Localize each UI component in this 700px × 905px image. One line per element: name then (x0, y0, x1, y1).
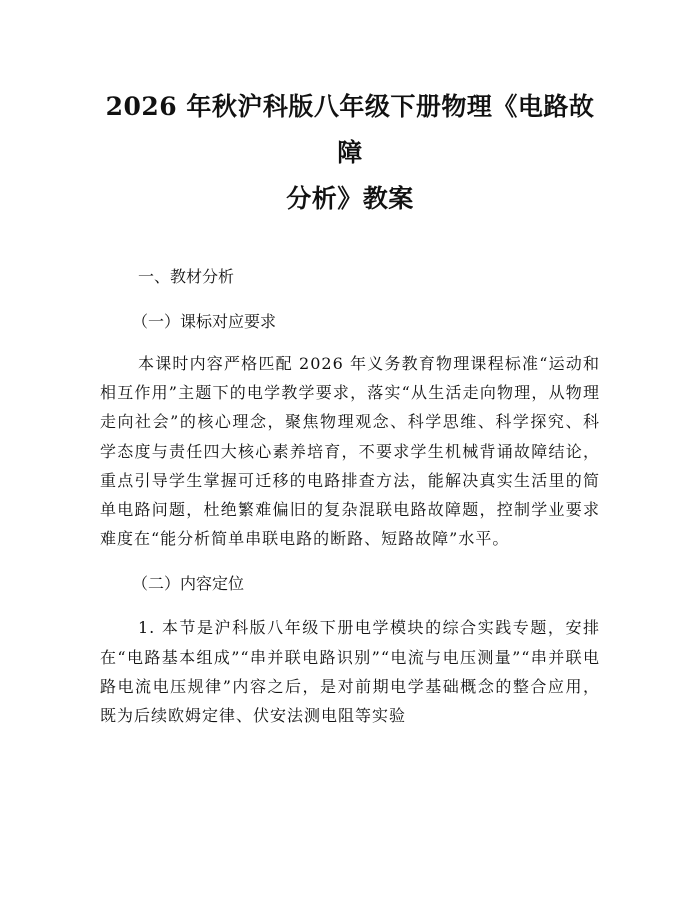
document-title-line-2: 分析》教案 (286, 184, 414, 213)
paragraph-curriculum-requirements: 本课时内容严格匹配 2026 年义务教育物理课程标准“运动和相互作用”主题下的电学教学要求，落实“从生活走向物理，从物理走向社会”的核心理念，聚焦物理观念、科学思维、科学探究、科学态度与责任四大核心素养培育，不要求学生机械背诵故障结论，重点引导学生掌握可迁移的电路排查方法，能解决真实生活里的简单电路问题，杜绝繁难偏旧的复杂混联电路故障题，控制学业要求难度在“能分析简单串联电路的断路、短路故障”水平。 (100, 354, 600, 549)
subsection-heading-content-positioning: （二）内容定位 (132, 574, 245, 594)
section-heading-textbook-analysis: 一、教材分析 (138, 267, 235, 286)
document-title (100, 0, 600, 222)
paragraph-content-positioning: 1. 本节是沪科版八年级下册电学模块的综合实践专题，安排在“电路基本组成”“串并联电路识别”“电流与电压测量”“串并联电路电流电压规律”内容之后，是对前期电学基础概念的整合应用，既为后续欧姆定律、伏安法测电阻等实验 (100, 618, 600, 726)
document-title-line-1: 2026 年秋沪科版八年级下册物理《电路故障 (105, 92, 595, 167)
subsection-heading-curriculum-requirements: （一）课标对应要求 (132, 312, 277, 331)
